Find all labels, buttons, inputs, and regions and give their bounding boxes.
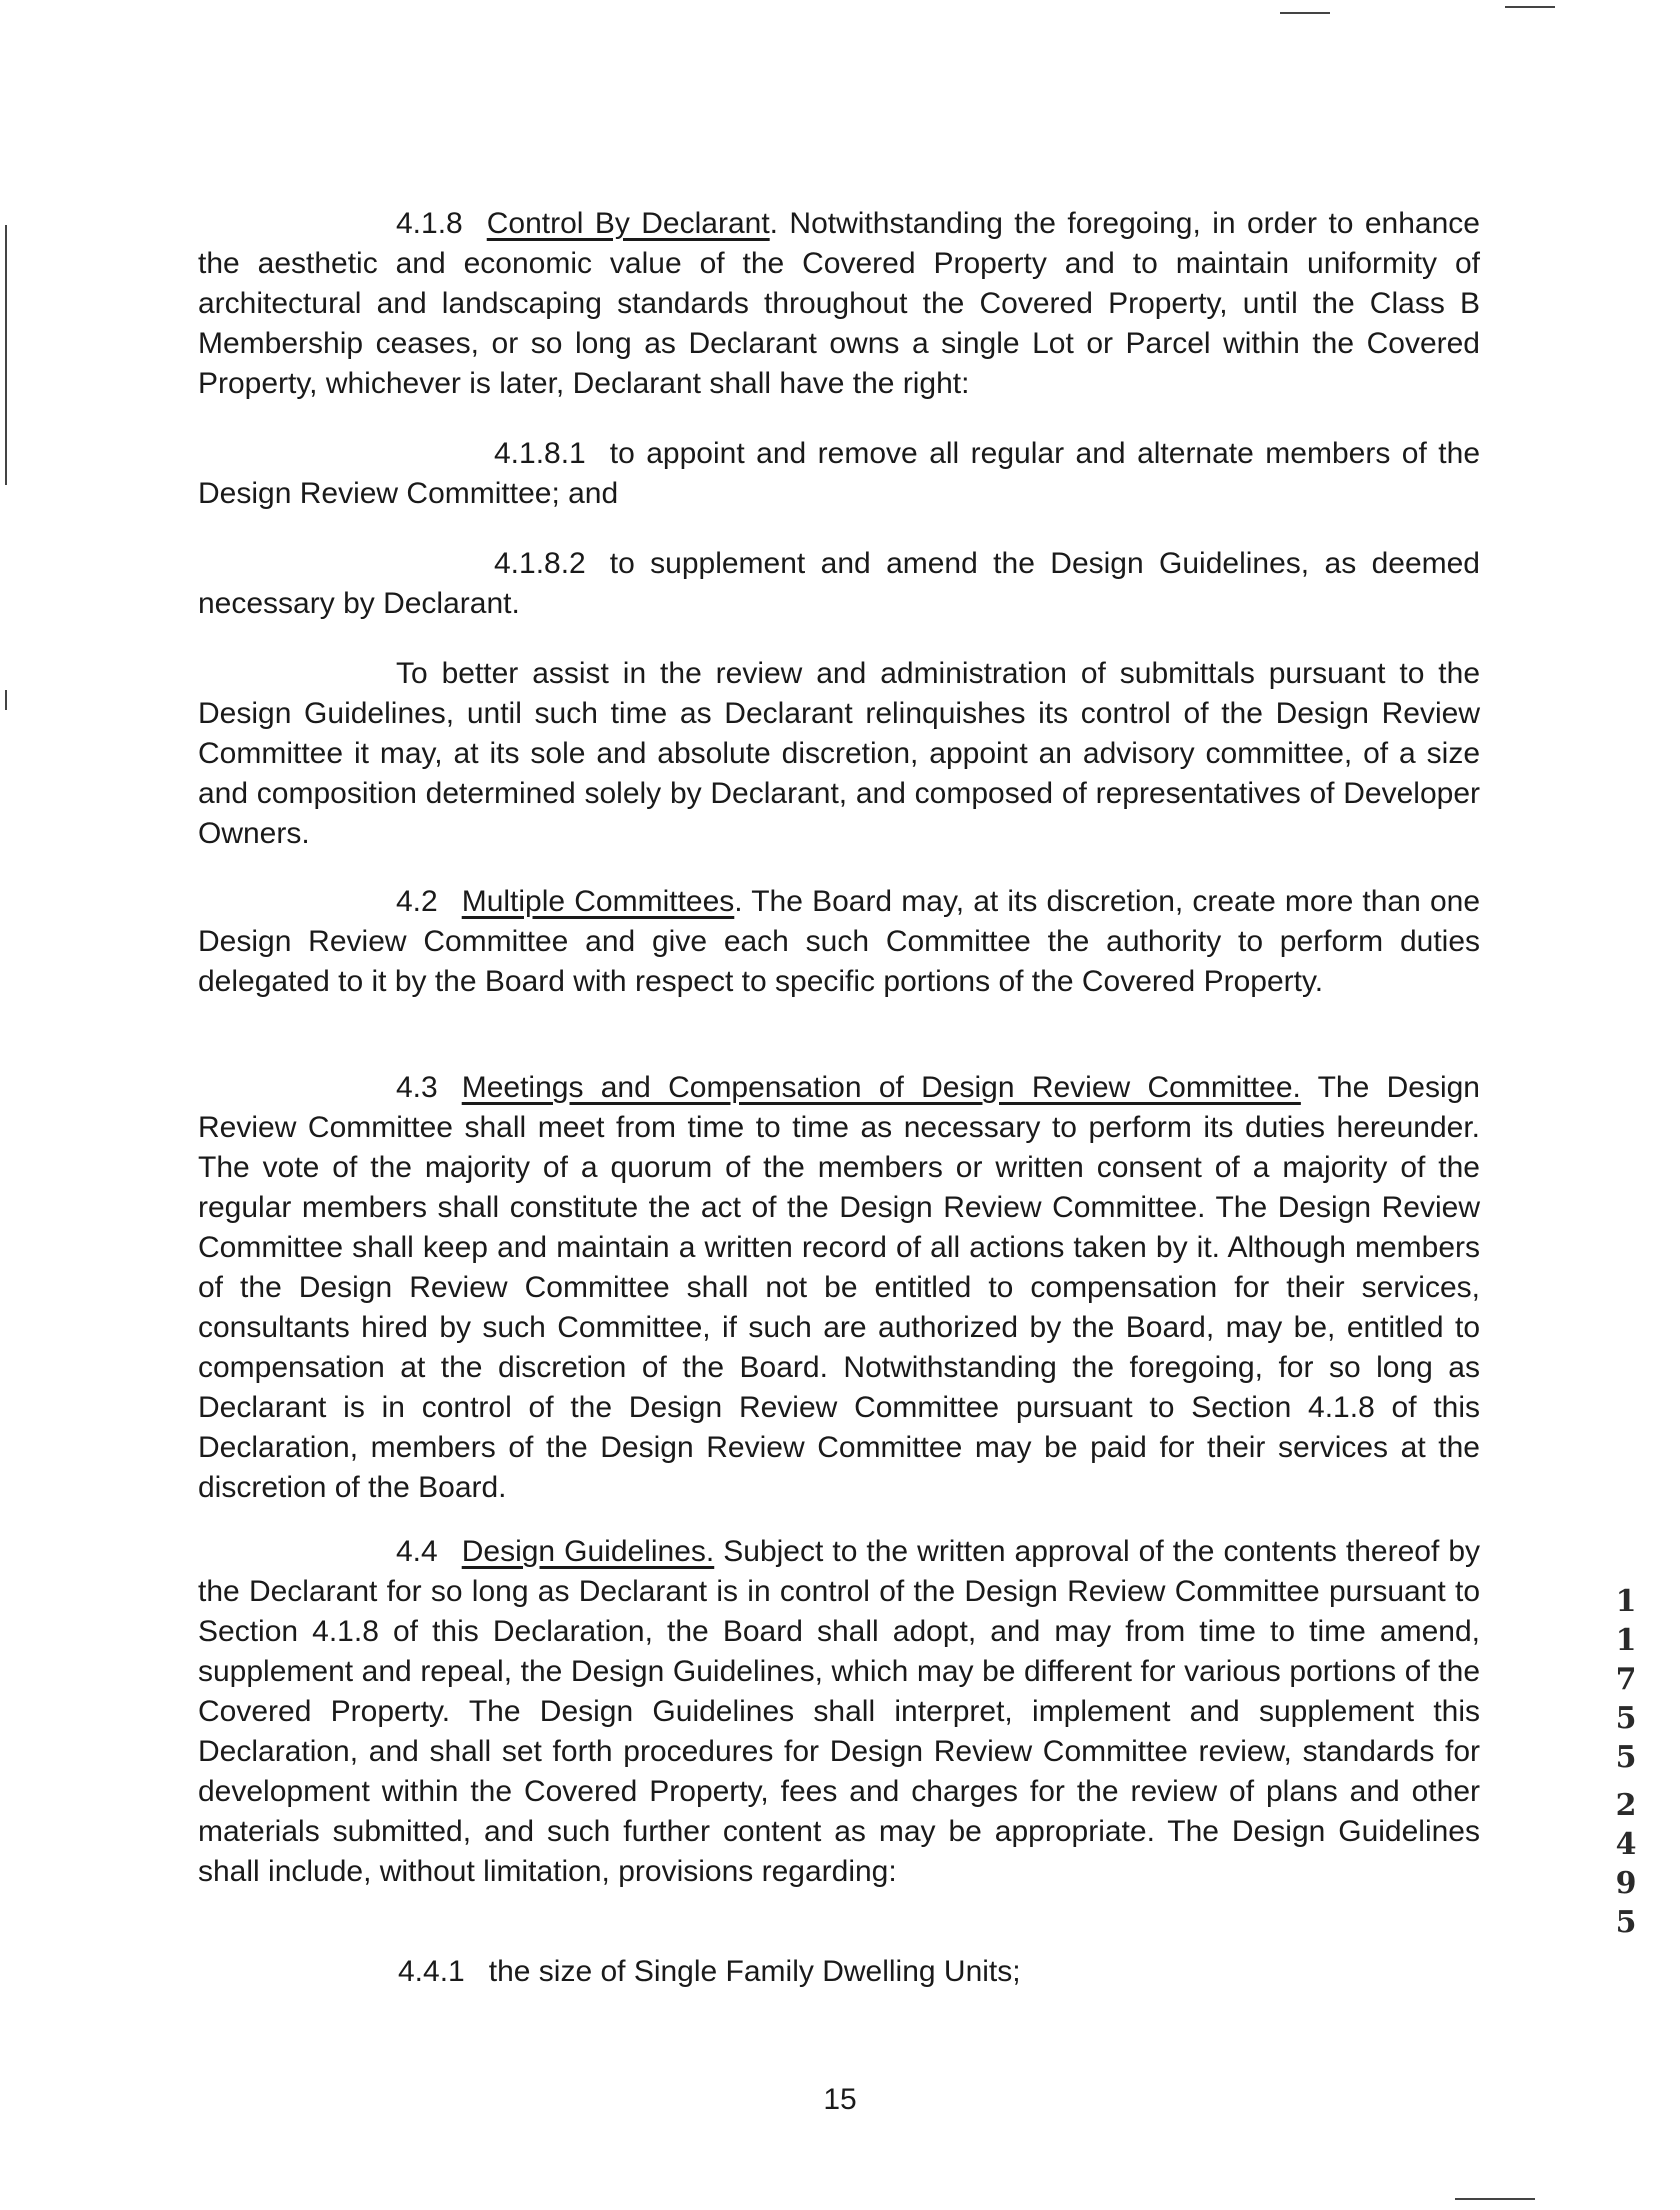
stamp-digit: 9 xyxy=(1615,1866,1637,1901)
paragraph-text: to appoint and remove all regular and alternate members of the Design Review Committee; and xyxy=(198,437,1480,510)
stamp-digit: 5 xyxy=(1615,1740,1637,1775)
section-number: 4.1.8.2 xyxy=(494,547,586,580)
paragraph-4-4-1 xyxy=(198,1952,1480,1992)
stamp-digit: 1 xyxy=(1615,1623,1637,1658)
scan-mark-left-upper xyxy=(5,225,7,485)
paragraph-advisory-committee xyxy=(198,654,1480,854)
paragraph-4-1-8-2 xyxy=(198,544,1480,624)
paragraph-4-1-8 xyxy=(198,204,1480,404)
paragraph-text: Subject to the written approval of the contents thereof by the Declarant for so long as Declarant is in control of the Design Review Committee pursuant to Section 4.1.8 of this Declaration, the Board shall adopt, and may from time to time amend, supplement and repeal, the Design Guidelines, which may be different for various portions of the Covered Property. The Design Guidelines shall interpret, implement and supplement this Declaration, and shall set forth procedures for Design Review Committee review, standards for development within the Covered Property, fees and charges for the review of plans and other materials submitted, and such further content as may be appropriate. The Design Guidelines shall include, without limitation, provisions regarding: xyxy=(198,1535,1480,1888)
paragraph-4-3 xyxy=(198,1068,1480,1508)
margin-stamp-first xyxy=(1608,1582,1644,1777)
section-number: 4.1.8 xyxy=(396,207,463,240)
paragraph-text: The Design Review Committee shall meet from time to time as necessary to perform its duties hereunder. The vote of the majority of a quorum of the members or written consent of a majority of the regular members shall constitute the act of the Design Review Committee. The Design Review Committee shall keep and maintain a written record of all actions taken by it. Although members of the Design Review Committee shall not be entitled to compensation for their services, consultants hired by such Committee, if such are authorized by the Board, may be, entitled to compensation at the discretion of the Board. Notwithstanding the foregoing, for so long as Declarant is in control of the Design Review Committee pursuant to Section 4.1.8 of this Declaration, members of the Design Review Committee may be paid for their services at the discretion of the Board. xyxy=(198,1071,1480,1504)
paragraph-text: the size of Single Family Dwelling Units; xyxy=(488,1955,1021,1988)
paragraph-text: to supplement and amend the Design Guidelines, as deemed necessary by Declarant. xyxy=(198,547,1480,620)
stamp-digit: 1 xyxy=(1615,1584,1637,1619)
section-number: 4.3 xyxy=(396,1071,438,1104)
stamp-digit: 2 xyxy=(1615,1788,1637,1823)
stamp-digit: 5 xyxy=(1615,1701,1637,1736)
section-number: 4.1.8.1 xyxy=(494,437,586,470)
scan-mark-bottom-right xyxy=(1455,2198,1535,2200)
paragraph-4-1-8-1 xyxy=(198,434,1480,514)
stamp-digit: 7 xyxy=(1615,1662,1637,1697)
section-number: 4.2 xyxy=(396,885,438,918)
paragraph-text: . The Board may, at its discretion, create more than one Design Review Committee and give each such Committee the authority to perform duties delegated to it by the Board with respect to specific portions of the Covered Property. xyxy=(198,885,1480,998)
paragraph-4-2 xyxy=(198,882,1480,1002)
section-heading: Control By Declarant xyxy=(486,207,770,240)
stamp-digit: 4 xyxy=(1615,1827,1637,1862)
section-heading: Meetings and Compensation of Design Review Committee. xyxy=(461,1071,1301,1104)
margin-stamp-second xyxy=(1608,1786,1644,1942)
stamp-digit: 5 xyxy=(1615,1905,1637,1940)
section-number: 4.4.1 xyxy=(398,1955,465,1988)
page-number: 15 xyxy=(823,2083,857,2116)
section-heading: Design Guidelines. xyxy=(461,1535,715,1568)
section-number: 4.4 xyxy=(396,1535,438,1568)
paragraph-text: . Notwithstanding the foregoing, in order to enhance the aesthetic and economic value of the Covered Property and to maintain uniformity of architectural and landscaping standards throughout the Covered Property, until the Class B Membership ceases, or so long as Declarant owns a single Lot or Parcel within the Covered Property, whichever is later, Declarant shall have the right: xyxy=(198,207,1480,400)
section-heading: Multiple Committees xyxy=(461,885,735,918)
scan-mark-top-right xyxy=(1280,12,1330,14)
paragraph-text: To better assist in the review and administration of submittals pursuant to the Design Guidelines, until such time as Declarant relinquishes its control of the Design Review Committee it may, at its sole and absolute discretion, appoint an advisory committee, of a size and composition determined solely by Declarant, and composed of representatives of Developer Owners. xyxy=(198,657,1480,850)
scan-mark-top-far-right xyxy=(1505,6,1555,8)
paragraph-4-4 xyxy=(198,1532,1480,1892)
scan-mark-left-lower xyxy=(5,690,7,710)
